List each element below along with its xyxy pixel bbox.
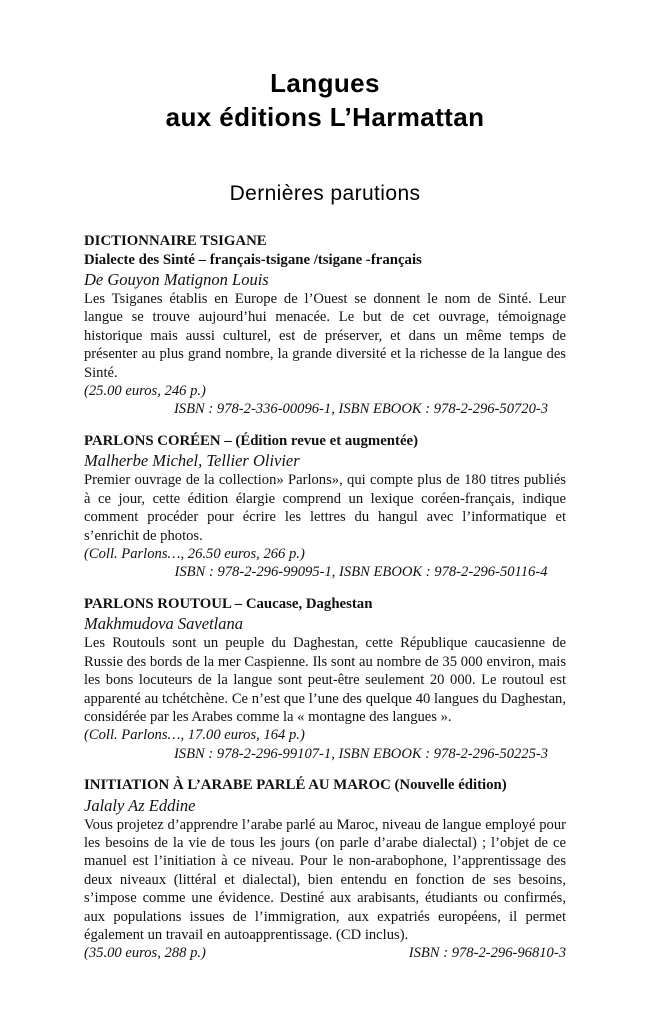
section-title: Dernières parutions: [229, 182, 421, 205]
book-description: Premier ouvrage de la collection» Parlons», qui compte plus de 180 titres publiés à ce jour, cette édition élargie comprend un lexique coréen-français, indique comment procéder pour écrire les lettres du hangul avec l’informatique et s’enrichit de photos.: [84, 472, 566, 544]
book-title: PARLONS ROUTOUL – Caucase, Daghestan: [84, 595, 373, 612]
book-author: De Gouyon Matignon Louis: [84, 270, 269, 289]
book-entry: [84, 432, 566, 582]
book-entry: [84, 776, 566, 963]
book-description: Les Routouls sont un peuple du Daghestan, cette République caucasienne de Russie des bords de la mer Caspienne. Ils sont au nombre de 35 000 environ, mais les bons locuteurs de la langue sont peut-être seulement 20 000. Le routoul est apparenté au tchétchène. Ce n’est que l’une des quelque 40 langues du Daghestan, considérée par les Arabes comme la « montagne des langues ».: [84, 635, 566, 725]
book-subtitle: Dialecte des Sinté – français-tsigane /tsigane -français: [84, 251, 422, 268]
page-title-line2: aux éditions L’Harmattan: [165, 102, 485, 132]
book-title: INITIATION À L’ARABE PARLÉ AU MAROC (Nouvelle édition): [84, 777, 507, 794]
price-isbn-row: [84, 944, 566, 962]
book-title: PARLONS CORÉEN – (Édition revue et augmentée): [84, 432, 419, 449]
book-description: Vous projetez d’apprendre l’arabe parlé au Maroc, niveau de langue employé pour les besoins de la vie de tous les jours (on parle d’arabe dialectal) ; l’objet de ce manuel est l’initiation à ce niveau. Pour le non-arabophone, l’apprentissage des deux niveaux (littéral et dialectal), bien entendu en fonction de ses besoins, s’impose comme une évidence. Destiné aux arabisants, étudiants ou confirmés, aux populations issues de l’immigration, aux expatriés européens, il permet également un travail en autoapprentissage. (CD inclus).: [84, 816, 566, 944]
book-author: Malherbe Michel, Tellier Olivier: [84, 451, 300, 471]
book-price: (25.00 euros, 246 p.): [84, 383, 206, 400]
book-author: Jalaly Az Eddine: [84, 795, 196, 815]
book-isbn: ISBN : 978-2-336-00096-1, ISBN EBOOK : 978-2-296-50720-3: [173, 401, 549, 418]
book-description: Les Tsiganes établis en Europe de l’Ouest se donnent le nom de Sinté. Leur langue se trouve aujourd’hui menacée. Le but de cet ouvrage, témoignage historique mais aussi culturel, est de préserver, et dans un même temps de présenter au plus grand nombre, la grande diversité et la richesse de la langue des Sinté.: [84, 291, 566, 381]
book-isbn: ISBN : 978-2-296-96810-3: [408, 945, 566, 962]
page-title-line1: Langues: [270, 68, 380, 98]
book-entry: [84, 595, 566, 763]
book-entry: [84, 232, 566, 419]
book-isbn: ISBN : 978-2-296-99107-1, ISBN EBOOK : 978-2-296-50225-3: [173, 745, 549, 762]
book-title: DICTIONNAIRE TSIGANE: [84, 233, 267, 249]
book-isbn: ISBN : 978-2-296-99095-1, ISBN EBOOK : 978-2-296-50116-4: [174, 564, 548, 581]
page-title: [84, 66, 566, 134]
book-price: (Coll. Parlons…, 17.00 euros, 164 p.): [84, 727, 305, 744]
book-price: (Coll. Parlons…, 26.50 euros, 266 p.): [84, 545, 305, 562]
book-author: Makhmudova Savetlana: [84, 614, 243, 634]
book-price: (35.00 euros, 288 p.): [84, 945, 206, 962]
content-column: [84, 66, 566, 963]
